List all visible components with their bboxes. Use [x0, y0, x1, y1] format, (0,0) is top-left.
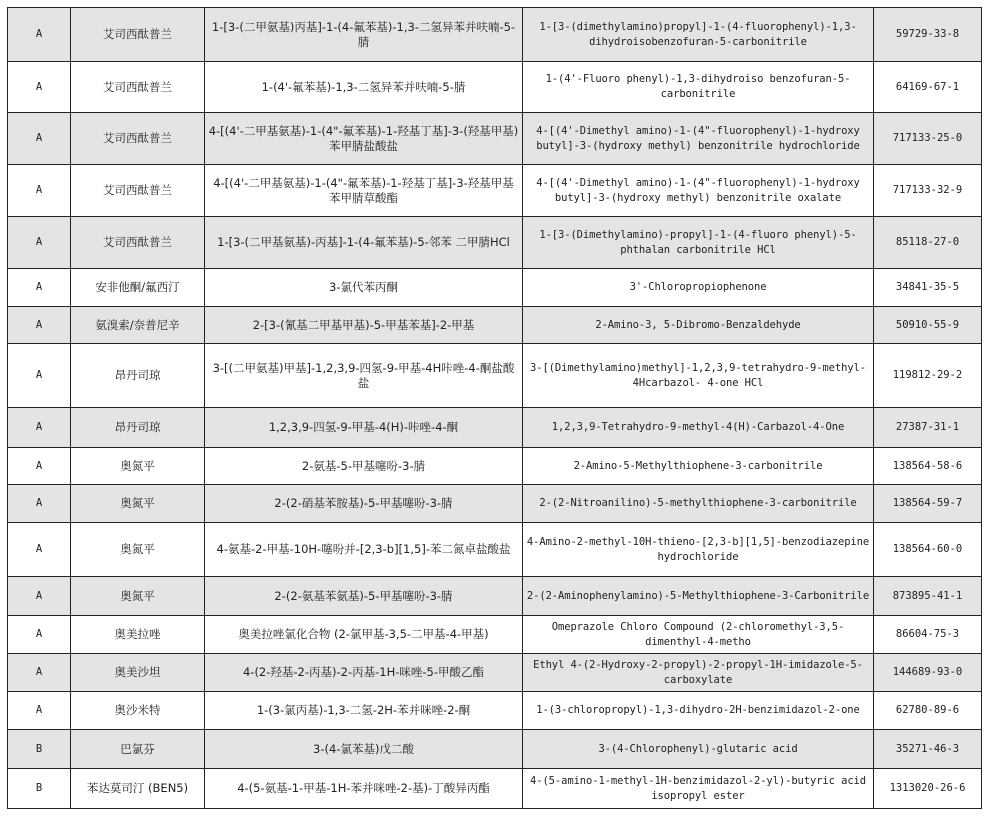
english-name-cell: 2-(2-Nitroanilino)-5-methylthiophene-3-carbonitrile — [523, 485, 874, 523]
cas-number-cell: 35271-46-3 — [874, 730, 982, 769]
chinese-name-cell: 1-[3-(二甲基氨基)-丙基]-1-(4-氟苯基)-5-邻苯 二甲腈HCl — [205, 217, 523, 269]
chinese-name-cell: 3-(4-氯苯基)戊二酸 — [205, 730, 523, 769]
english-name-cell: 1-[3-(Dimethylamino)-propyl]-1-(4-fluoro phenyl)-5-phthalan carbonitrile HCl — [523, 217, 874, 269]
cas-number-cell: 62780-89-6 — [874, 692, 982, 730]
drug-name-cell: 奥氮平 — [71, 485, 205, 523]
drug-name-cell: 奥氮平 — [71, 577, 205, 616]
cas-number-cell: 717133-25-0 — [874, 113, 982, 165]
cas-number-cell: 64169-67-1 — [874, 62, 982, 113]
chinese-name-cell: 4-[(4'-二甲基氨基)-1-(4"-氟苯基)-1-羟基丁基]-3-(羟基甲基)苯甲腈盐酸盐 — [205, 113, 523, 165]
chinese-name-cell: 4-氨基-2-甲基-10H-噻吩并-[2,3-b][1,5]-苯二氮卓盐酸盐 — [205, 523, 523, 577]
cas-number-cell: 34841-35-5 — [874, 269, 982, 307]
category-cell: A — [8, 62, 71, 113]
chinese-name-cell: 1,2,3,9-四氢-9-甲基-4(H)-咔唑-4-酮 — [205, 408, 523, 448]
drug-name-cell: 奥氮平 — [71, 448, 205, 485]
chinese-name-cell: 4-[(4'-二甲基氨基)-1-(4"-氟苯基)-1-羟基丁基]-3-羟基甲基苯甲腈草酸酯 — [205, 165, 523, 217]
category-cell: A — [8, 408, 71, 448]
drug-name-cell: 奥氮平 — [71, 523, 205, 577]
drug-name-cell: 艾司西酞普兰 — [71, 217, 205, 269]
cas-number-cell: 86604-75-3 — [874, 616, 982, 654]
table-row — [8, 8, 982, 62]
category-cell: A — [8, 269, 71, 307]
drug-name-cell: 昂丹司琼 — [71, 408, 205, 448]
cas-number-cell: 144689-93-0 — [874, 654, 982, 692]
table-row — [8, 217, 982, 269]
table-row — [8, 344, 982, 408]
category-cell: A — [8, 113, 71, 165]
cas-number-cell: 119812-29-2 — [874, 344, 982, 408]
drug-name-cell: 艾司西酞普兰 — [71, 62, 205, 113]
table-row — [8, 654, 982, 692]
category-cell: A — [8, 523, 71, 577]
chinese-name-cell: 1-(4'-氟苯基)-1,3-二氢异苯并呋喃-5-腈 — [205, 62, 523, 113]
drug-name-cell: 氨溴索/奈普尼辛 — [71, 307, 205, 344]
drug-name-cell: 奥沙米特 — [71, 692, 205, 730]
cas-number-cell: 717133-32-9 — [874, 165, 982, 217]
category-cell: A — [8, 485, 71, 523]
drug-name-cell: 巴氯芬 — [71, 730, 205, 769]
english-name-cell: 4-[(4'-Dimethyl amino)-1-(4"-fluorophenyl)-1-hydroxy butyl]-3-(hydroxy methyl) benzonitrile hydrochloride — [523, 113, 874, 165]
chinese-name-cell: 2-[3-(氰基二甲基甲基)-5-甲基苯基]-2-甲基 — [205, 307, 523, 344]
english-name-cell: Omeprazole Chloro Compound (2-chloromethyl-3,5-dimenthyl-4-metho — [523, 616, 874, 654]
english-name-cell: 2-(2-Aminophenylamino)-5-Methylthiophene-3-Carbonitrile — [523, 577, 874, 616]
chinese-name-cell: 4-(2-羟基-2-丙基)-2-丙基-1H-咪唑-5-甲酸乙酯 — [205, 654, 523, 692]
table-row — [8, 769, 982, 809]
chinese-name-cell: 2-(2-硝基苯胺基)-5-甲基噻吩-3-腈 — [205, 485, 523, 523]
english-name-cell: 3-(4-Chlorophenyl)-glutaric acid — [523, 730, 874, 769]
table-row — [8, 730, 982, 769]
table-row — [8, 692, 982, 730]
english-name-cell: 1-(4'-Fluoro phenyl)-1,3-dihydroiso benzofuran-5-carbonitrile — [523, 62, 874, 113]
table-row — [8, 269, 982, 307]
english-name-cell: 1,2,3,9-Tetrahydro-9-methyl-4(H)-Carbazol-4-One — [523, 408, 874, 448]
cas-number-cell: 138564-60-0 — [874, 523, 982, 577]
table-row — [8, 113, 982, 165]
english-name-cell: 4-(5-amino-1-methyl-1H-benzimidazol-2-yl)-butyric acid isopropyl ester — [523, 769, 874, 809]
english-name-cell: 4-[(4'-Dimethyl amino)-1-(4"-fluorophenyl)-1-hydroxy butyl]-3-(hydroxy methyl) benzonitrile oxalate — [523, 165, 874, 217]
cas-number-cell: 1313020-26-6 — [874, 769, 982, 809]
chinese-name-cell: 3-[(二甲氨基)甲基]-1,2,3,9-四氢-9-甲基-4H咔唑-4-酮盐酸盐 — [205, 344, 523, 408]
cas-number-cell: 873895-41-1 — [874, 577, 982, 616]
category-cell: A — [8, 307, 71, 344]
table-row — [8, 408, 982, 448]
category-cell: B — [8, 730, 71, 769]
english-name-cell: 3-[(Dimethylamino)methyl]-1,2,3,9-tetrahydro-9-methyl-4Hcarbazol- 4-one HCl — [523, 344, 874, 408]
drug-name-cell: 苯达莫司汀 (BEN5) — [71, 769, 205, 809]
chinese-name-cell: 1-(3-氯丙基)-1,3-二氢-2H-苯并咪唑-2-酮 — [205, 692, 523, 730]
chinese-name-cell: 4-(5-氨基-1-甲基-1H-苯并咪唑-2-基)-丁酸异丙酯 — [205, 769, 523, 809]
cas-number-cell: 27387-31-1 — [874, 408, 982, 448]
chinese-name-cell: 3-氯代苯丙酮 — [205, 269, 523, 307]
category-cell: B — [8, 769, 71, 809]
table-row — [8, 165, 982, 217]
drug-name-cell: 艾司西酞普兰 — [71, 165, 205, 217]
english-name-cell: 2-Amino-3, 5-Dibromo-Benzaldehyde — [523, 307, 874, 344]
english-name-cell: 1-(3-chloropropyl)-1,3-dihydro-2H-benzimidazol-2-one — [523, 692, 874, 730]
cas-number-cell: 138564-59-7 — [874, 485, 982, 523]
cas-number-cell: 138564-58-6 — [874, 448, 982, 485]
category-cell: A — [8, 217, 71, 269]
category-cell: A — [8, 448, 71, 485]
drug-name-cell: 昂丹司琼 — [71, 344, 205, 408]
english-name-cell: 4-Amino-2-methyl-10H-thieno-[2,3-b][1,5]-benzodiazepine hydrochloride — [523, 523, 874, 577]
drug-name-cell: 安非他酮/氟西汀 — [71, 269, 205, 307]
drug-name-cell: 奥美沙坦 — [71, 654, 205, 692]
compound-table — [7, 7, 982, 809]
table-row — [8, 62, 982, 113]
table-row — [8, 616, 982, 654]
chinese-name-cell: 2-氨基-5-甲基噻吩-3-腈 — [205, 448, 523, 485]
chinese-name-cell: 2-(2-氨基苯氨基)-5-甲基噻吩-3-腈 — [205, 577, 523, 616]
cas-number-cell: 85118-27-0 — [874, 217, 982, 269]
category-cell: A — [8, 577, 71, 616]
table-row — [8, 577, 982, 616]
category-cell: A — [8, 654, 71, 692]
category-cell: A — [8, 616, 71, 654]
english-name-cell: Ethyl 4-(2-Hydroxy-2-propyl)-2-propyl-1H-imidazole-5-carboxylate — [523, 654, 874, 692]
table-row — [8, 448, 982, 485]
drug-name-cell: 艾司西酞普兰 — [71, 8, 205, 62]
cas-number-cell: 59729-33-8 — [874, 8, 982, 62]
english-name-cell: 2-Amino-5-Methylthiophene-3-carbonitrile — [523, 448, 874, 485]
chinese-name-cell: 奥美拉唑氯化合物 (2-氯甲基-3,5-二甲基-4-甲基) — [205, 616, 523, 654]
category-cell: A — [8, 344, 71, 408]
category-cell: A — [8, 692, 71, 730]
table-row — [8, 307, 982, 344]
drug-name-cell: 奥美拉唑 — [71, 616, 205, 654]
table-row — [8, 523, 982, 577]
english-name-cell: 3'-Chloropropiophenone — [523, 269, 874, 307]
cas-number-cell: 50910-55-9 — [874, 307, 982, 344]
drug-name-cell: 艾司西酞普兰 — [71, 113, 205, 165]
category-cell: A — [8, 165, 71, 217]
table-row — [8, 485, 982, 523]
chinese-name-cell: 1-[3-(二甲氨基)丙基]-1-(4-氟苯基)-1,3-二氢异苯并呋喃-5-腈 — [205, 8, 523, 62]
category-cell: A — [8, 8, 71, 62]
english-name-cell: 1-[3-(dimethylamino)propyl]-1-(4-fluorophenyl)-1,3-dihydroisobenzofuran-5-carbonitrile — [523, 8, 874, 62]
compound-table-body — [8, 8, 982, 809]
